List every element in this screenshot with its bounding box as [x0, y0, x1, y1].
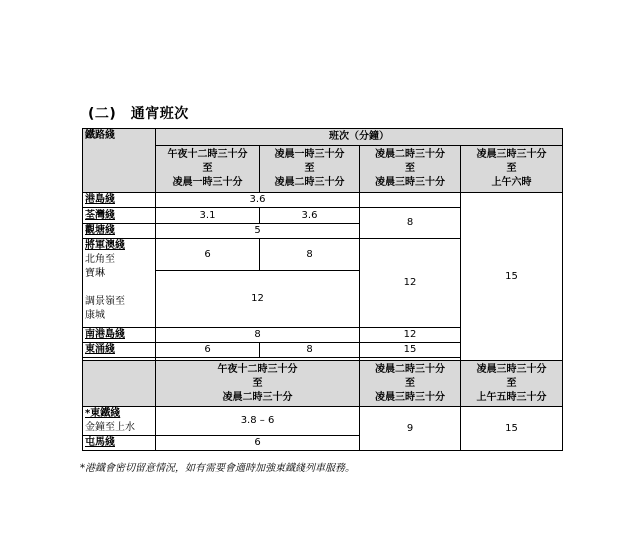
south-island-freq-1-2: 8 — [156, 328, 360, 343]
tsuen-wan-kwun-tong-freq-3: 8 — [360, 208, 461, 239]
line-kwun-tong: 觀塘綫 — [83, 224, 156, 239]
header2-period-1: 午夜十二時三十分 至 凌晨二時三十分 — [156, 361, 360, 407]
line-tsuen-wan: 荃灣綫 — [83, 208, 156, 224]
tung-chung-freq-2: 8 — [260, 343, 360, 358]
header2-period-2: 凌晨二時三十分 至 凌晨三時三十分 — [360, 361, 461, 407]
tko-b-freq-1-2: 12 — [156, 271, 360, 328]
tko-a-freq-1: 6 — [156, 239, 260, 271]
tung-chung-freq-3: 15 — [360, 343, 461, 358]
header-period-3: 凌晨二時三十分 至 凌晨三時三十分 — [360, 146, 461, 193]
header-period-2: 凌晨一時三十分 至 凌晨二時三十分 — [260, 146, 360, 193]
header-period-4: 凌晨三時三十分 至 上午六時 — [461, 146, 563, 193]
header-period-1: 午夜十二時三十分 至 凌晨一時三十分 — [156, 146, 260, 193]
section-heading: (二) 通宵班次 — [88, 106, 189, 122]
freq2-period-2-merged: 9 — [360, 407, 461, 451]
east-rail-freq-1: 3.8 – 6 — [156, 407, 360, 436]
line-tuen-ma: 屯馬綫 — [83, 436, 156, 451]
footnote: *港鐵會密切留意情況，如有需要會適時加強東鐵綫列車服務。 — [80, 463, 355, 474]
freq2-period-3-merged: 15 — [461, 407, 563, 451]
tuen-ma-freq-1: 6 — [156, 436, 360, 451]
line-south-island: 南港島綫 — [83, 328, 156, 343]
tsuen-wan-freq-2: 3.6 — [260, 208, 360, 224]
overnight-frequency-table — [82, 128, 563, 451]
kwun-tong-freq-1-2: 5 — [156, 224, 360, 239]
tko-a-freq-2: 8 — [260, 239, 360, 271]
island-freq-3-blank — [360, 193, 461, 208]
header-blank — [83, 361, 156, 407]
south-island-freq-3: 12 — [360, 328, 461, 343]
freq-period-4-merged: 15 — [461, 193, 563, 361]
header-line-label: 鐵路綫 — [83, 129, 156, 193]
header2-period-3: 凌晨三時三十分 至 上午五時三十分 — [461, 361, 563, 407]
island-freq-1-2: 3.6 — [156, 193, 360, 208]
line-tko: 將軍澳綫 北角至 寶琳 調景嶺至 康城 — [83, 239, 156, 328]
header-frequency: 班次（分鐘） — [156, 129, 563, 146]
line-tung-chung: 東涌綫 — [83, 343, 156, 358]
line-island: 港島綫 — [83, 193, 156, 208]
tko-freq-3: 12 — [360, 239, 461, 328]
tsuen-wan-freq-1: 3.1 — [156, 208, 260, 224]
line-east-rail: *東鐵綫 金鐘至上水 — [83, 407, 156, 436]
tung-chung-freq-1: 6 — [156, 343, 260, 358]
